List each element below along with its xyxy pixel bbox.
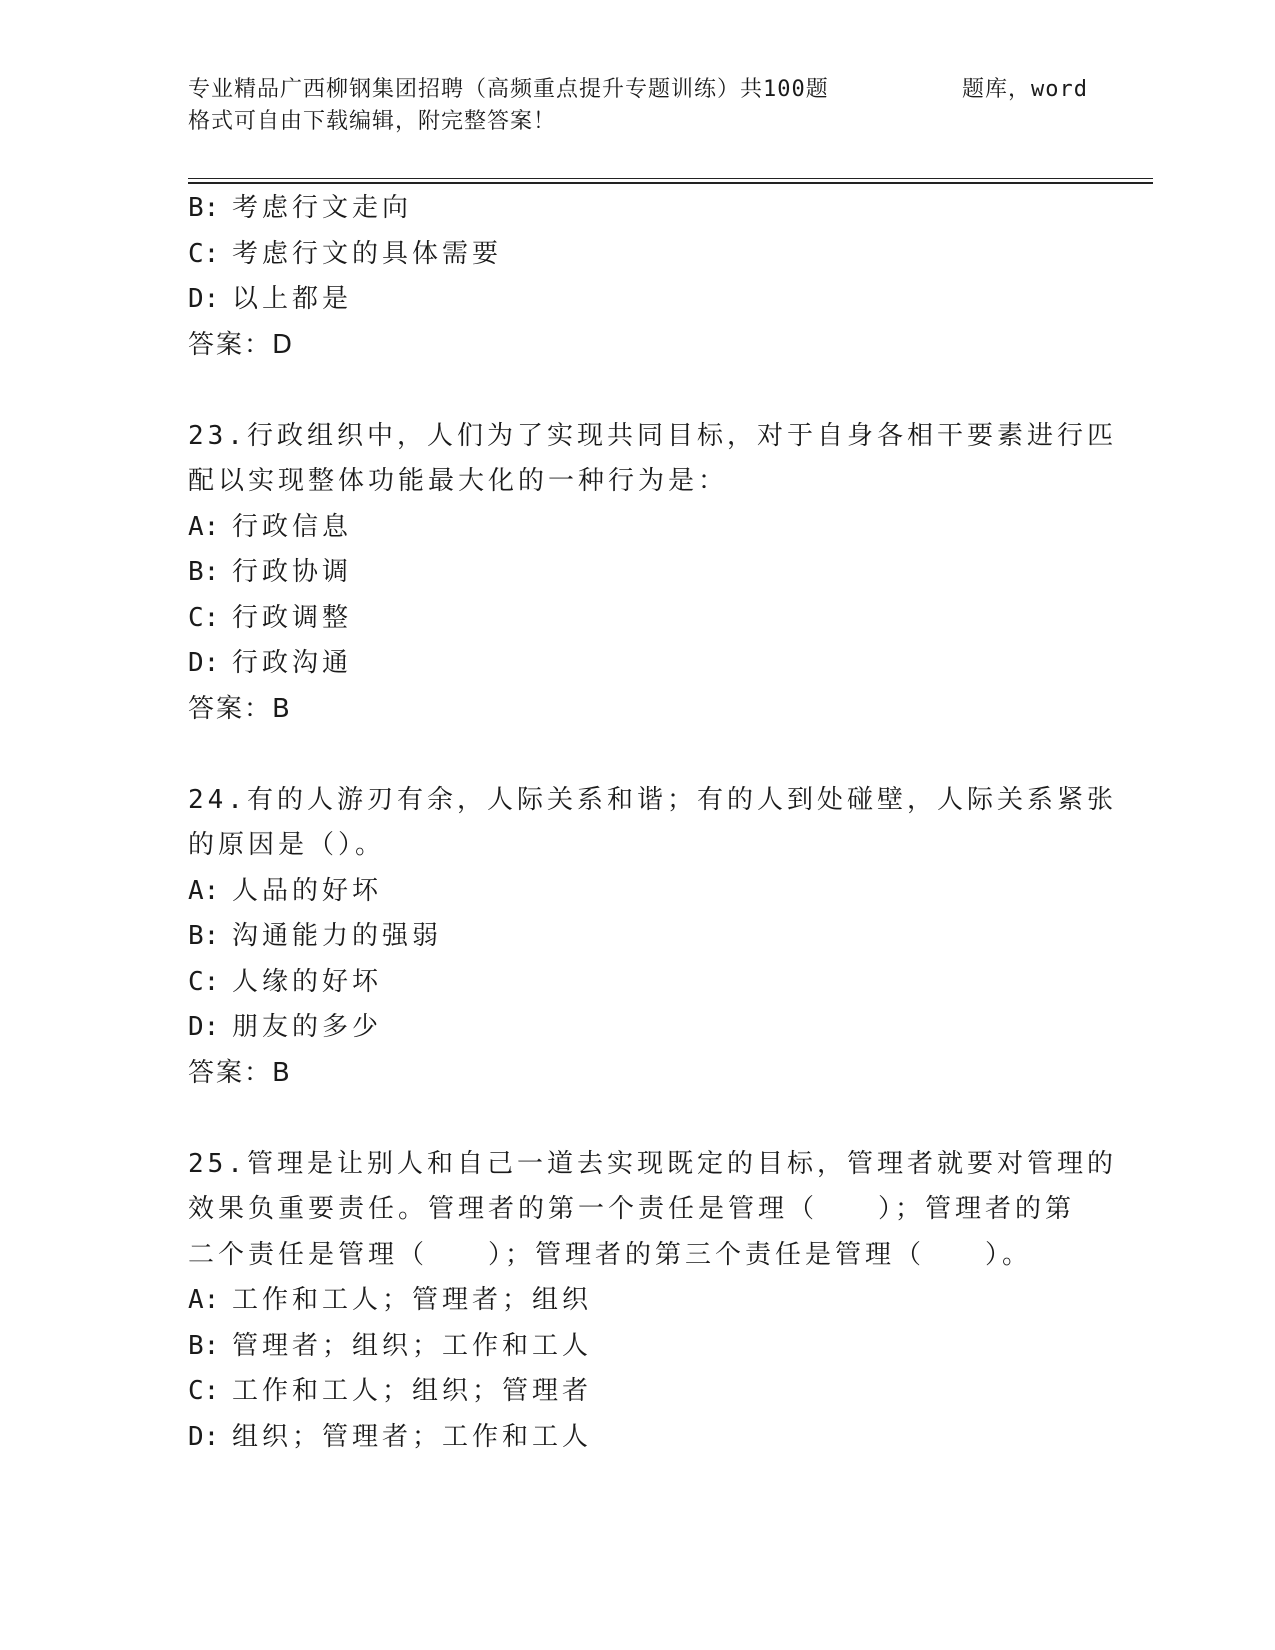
header-line-1 [188, 74, 1088, 106]
option-text: 人缘的好坏 [232, 966, 383, 997]
option-text: 以上都是 [232, 284, 353, 314]
question-content [188, 186, 1117, 1460]
option-d [188, 641, 1088, 687]
option-label: C: [188, 602, 220, 633]
option-text: 行政协调 [232, 557, 353, 587]
option-label: D: [188, 648, 220, 678]
answer-line: 答案：D [188, 329, 295, 360]
option-label: A: [188, 875, 220, 906]
option-text: 管理者；组织；工作和工人 [232, 1330, 593, 1361]
option-label: A: [188, 511, 220, 542]
option-b [188, 914, 1088, 960]
question-23 [188, 414, 1117, 733]
header-title-tail: 题库，word [962, 77, 1088, 102]
option-a [188, 505, 1088, 551]
spacer [188, 1096, 1088, 1142]
question-stem-line: 25.管理是让别人和自己一道去实现既定的目标，管理者就要对管理的 [188, 1148, 1117, 1179]
question-stem-line: 23.行政组织中，人们为了实现共同目标，对于自身各相干要素进行匹 [188, 420, 1117, 451]
answer-line: 答案：B [188, 693, 292, 724]
option-text: 沟通能力的强弱 [232, 921, 443, 951]
question-stem-line: 24.有的人游刃有余，人际关系和谐；有的人到处碰壁，人际关系紧张 [188, 784, 1117, 815]
option-c [188, 232, 1088, 278]
option-label: D: [188, 1421, 220, 1452]
option-c [188, 1369, 1088, 1415]
option-a [188, 1278, 1088, 1324]
option-label: D: [188, 284, 220, 314]
option-text: 行政信息 [232, 511, 353, 542]
option-d [188, 1415, 1088, 1461]
spacer [188, 368, 1088, 414]
question-stem-line: 二个责任是管理（ ）；管理者的第三个责任是管理（ ）。 [188, 1239, 1033, 1270]
option-c [188, 960, 1088, 1006]
option-text: 工作和工人；组织；管理者 [232, 1376, 593, 1406]
option-text: 组织；管理者；工作和工人 [232, 1421, 593, 1452]
option-text: 人品的好坏 [232, 875, 383, 906]
question-25 [188, 1142, 1117, 1461]
question-22-tail [188, 186, 1088, 368]
question-stem-line: 配以实现整体功能最大化的一种行为是： [188, 466, 729, 496]
option-label: B: [188, 193, 220, 223]
header-line-2: 格式可自由下载编辑，附完整答案！ [188, 109, 557, 134]
option-b [188, 550, 1088, 596]
option-label: B: [188, 921, 220, 951]
option-d [188, 277, 1088, 323]
page-header [188, 74, 1088, 138]
question-stem-line: 效果负重要责任。管理者的第一个责任是管理（ ）；管理者的第 [188, 1194, 1076, 1224]
answer-line: 答案：B [188, 1057, 292, 1088]
header-divider-thin [188, 178, 1153, 179]
option-label: D: [188, 1012, 220, 1042]
option-text: 工作和工人；管理者；组织 [232, 1285, 593, 1315]
option-label: B: [188, 1330, 220, 1361]
option-d [188, 1005, 1088, 1051]
option-text: 行政调整 [232, 602, 353, 633]
option-text: 考虑行文走向 [232, 193, 413, 223]
option-text: 朋友的多少 [232, 1012, 383, 1042]
option-label: A: [188, 1285, 220, 1315]
option-label: C: [188, 966, 220, 997]
option-label: C: [188, 1376, 220, 1406]
question-stem-line: 的原因是（）。 [188, 830, 386, 860]
option-a [188, 869, 1088, 915]
spacer [188, 732, 1088, 778]
header-title: 专业精品广西柳钢集团招聘（高频重点提升专题训练）共100题 [188, 77, 829, 102]
option-text: 行政沟通 [232, 648, 353, 678]
option-label: C: [188, 238, 220, 269]
option-b [188, 1324, 1088, 1370]
header-divider-thick [188, 182, 1153, 184]
option-b [188, 186, 1088, 232]
question-24 [188, 778, 1117, 1097]
option-text: 考虑行文的具体需要 [232, 238, 503, 269]
option-label: B: [188, 557, 220, 587]
option-c [188, 596, 1088, 642]
